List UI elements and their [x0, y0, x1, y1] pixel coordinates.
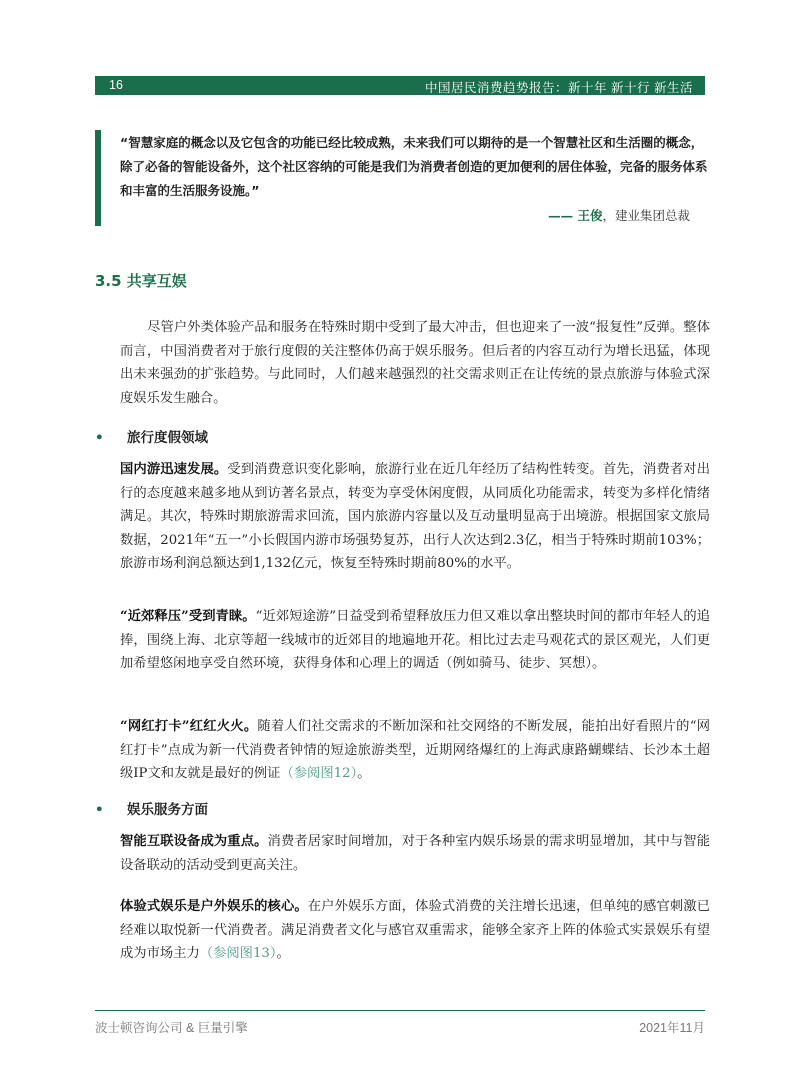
bullet-travel-label: 旅行度假领域 — [127, 430, 208, 446]
quote-author-title: ，建业集团总裁 — [602, 208, 690, 223]
bullet-entertainment — [95, 798, 208, 818]
intro-paragraph — [120, 316, 710, 410]
paragraph-experiential: 体验式娱乐是户外娱乐的核心。在户外娱乐方面，体验式消费的关注增长迅速，但单纯的感官刺激已经难以取悦新一代消费者。满足消费者文化与感官双重需求，能够全家齐上阵的体验式实景娱乐有望成为市场主力（参阅图13）。 — [120, 899, 711, 961]
quote-attribution — [548, 206, 690, 224]
quote-author-name: 王俊 — [577, 208, 603, 223]
section-title: 3.5 共享互娱 — [95, 272, 187, 290]
paragraph-heading: “近郊释压”受到青睐。 — [120, 609, 256, 624]
quote-dash: —— — [548, 208, 578, 223]
paragraph-checkin: “网红打卡”红红火火。随着人们社交需求的不断加深和社交网络的不断发展，能拍出好看照片的“网红打卡”点成为新一代消费者钟情的短途旅游类型，近期网络爆红的上海武康路蝴蝶结、长沙本土超级IP文和友就是最好的例证（参阅图12）。 — [120, 719, 711, 781]
footer-divider — [95, 1010, 705, 1011]
footer-date: 2021年11月 — [639, 1021, 705, 1035]
paragraph-text: 受到消费意识变化影响，旅游行业在近几年经历了结构性转变。首先，消费者对出行的态度越来越多地从到访著名景点，转变为享受休闲度假，从同质化功能需求，转变为多样化情绪满足。其次，特殊时期旅游需求回流，国内旅游内容量以及互动量明显高于出境游。根据国家文旅局数据，2021年“五一”小长假国内游市场强势复苏，出行人次达到2.3亿，相当于特殊时期前103%；旅游市场利润总额达到1,132亿元，恢复至特殊时期前80%的水平。 — [120, 462, 711, 571]
page-header — [95, 76, 705, 95]
paragraph-heading: 智能互联设备成为重点。 — [120, 834, 268, 849]
paragraph-text: 消费者居家时间增加，对于各种室内娱乐场景的需求明显增加，其中与智能设备联动的活动受到更高关注。 — [120, 834, 711, 873]
paragraph-smart-devices — [120, 830, 710, 877]
bullet-dot: • — [95, 430, 104, 446]
paragraph-text: “近郊短途游”日益受到希望释放压力但又难以拿出整块时间的都市年轻人的追捧，围绕上海、北京等超一线城市的近郊目的地遍地开花。相比过去走马观花式的景区观光，人们更加希望悠闲地享受自然环境，获得身体和心理上的调适（例如骑马、徒步、冥想）。 — [120, 609, 710, 671]
footer-publisher: 波士顿咨询公司 & 巨量引擎 — [95, 1021, 248, 1035]
figure-12-reference[interactable]: （参阅图12） — [280, 766, 358, 781]
bullet-dot: • — [95, 802, 104, 818]
quote-text: “智慧家庭的概念以及它包含的功能已经比较成熟，未来我们可以期待的是一个智慧社区和生活圈的概念，除了必备的智能设备外，这个社区容纳的可能是我们为消费者创造的更加便利的居住体验，完备的服务体系和丰富的生活服务设施。” — [120, 135, 708, 198]
paragraph-suburban — [120, 605, 710, 676]
quote-accent-bar — [95, 130, 101, 226]
report-title: 中国居民消费趋势报告：新十年 新十行 新生活 — [425, 81, 693, 95]
bullet-travel — [95, 426, 208, 446]
paragraph-text: 在户外娱乐方面，体验式消费的关注增长迅速，但单纯的感官刺激已经难以取悦新一代消费者。满足消费者文化与感官双重需求，能够全家齐上阵的体验式实景娱乐有望成为市场主力 — [120, 899, 711, 961]
figure-13-reference[interactable]: （参阅图13） — [199, 946, 277, 961]
paragraph-text: 随着人们社交需求的不断加深和社交网络的不断发展，能拍出好看照片的“网红打卡”点成为新一代消费者钟情的短途旅游类型，近期网络爆红的上海武康路蝴蝶结、长沙本土超级IP文和友就是最好的例证 — [120, 719, 711, 781]
paragraph-heading: “网红打卡”红红火火。 — [120, 719, 258, 734]
intro-text: 尽管户外类体验产品和服务在特殊时期中受到了最大冲击，但也迎来了一波“报复性”反弹。整体而言，中国消费者对于旅行度假的关注整体仍高于娱乐服务。但后者的内容互动行为增长迅猛，体现出未来强劲的扩张趋势。与此同时，人们越来越强烈的社交需求则正在让传统的景点旅游与体验式深度娱乐发生融合。 — [120, 320, 710, 406]
paragraph-domestic-travel — [120, 458, 710, 576]
paragraph-heading: 国内游迅速发展。 — [120, 462, 228, 477]
page-number: 16 — [109, 78, 123, 92]
paragraph-heading: 体验式娱乐是户外娱乐的核心。 — [120, 899, 308, 914]
bullet-entertainment-label: 娱乐服务方面 — [127, 802, 208, 818]
